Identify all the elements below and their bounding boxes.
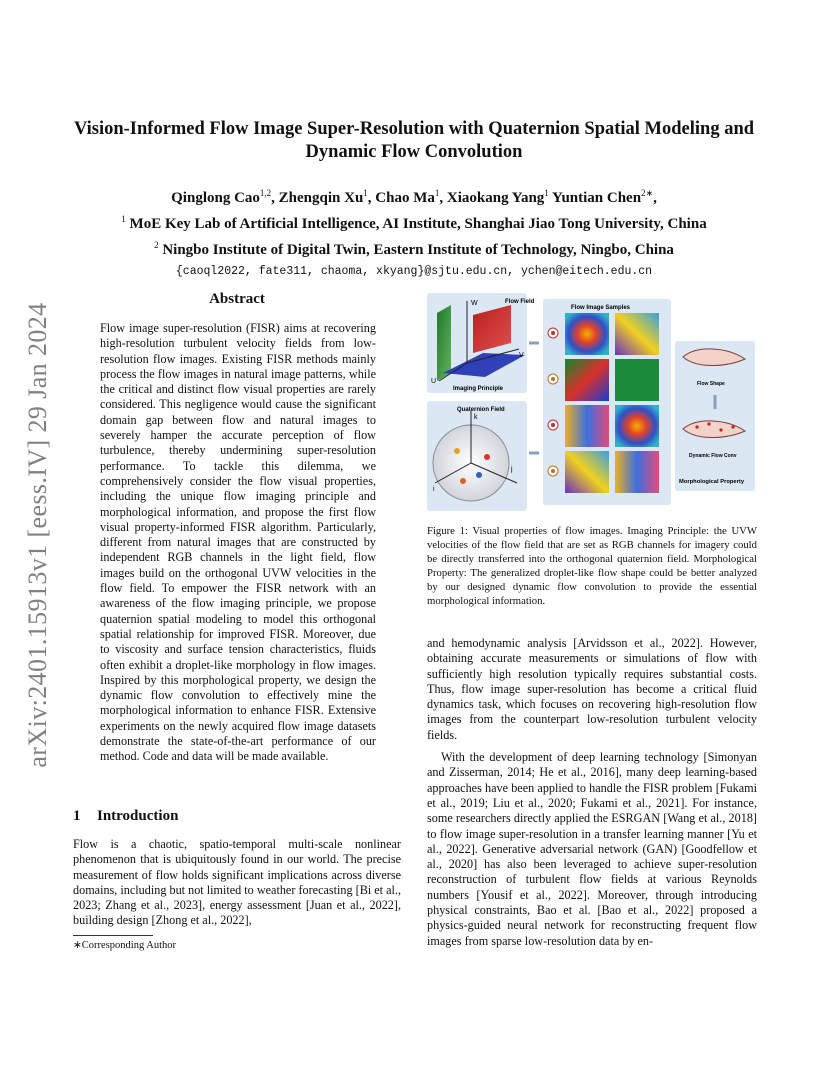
- arxiv-id: arXiv:2401.15913v1 [eess.IV] 29 Jan 2024: [23, 302, 52, 768]
- right-column-body: [427, 636, 757, 956]
- paragraph: and hemodynamic analysis [Arvidsson et al., 2022]. However, obtaining accurate measurements or simulations of flow with sufficiently high resolution typically requires substantial costs. Thus, flow image super-resolution has become a critical fluid dynamics task, which focuses on recovering high-resolution flow images from the counterpart low-resolution turbulent velocity fields.: [427, 636, 757, 742]
- author-name: Chao Ma: [375, 190, 435, 206]
- axis-u: U: [431, 378, 437, 385]
- figure-1-graphic: [427, 293, 757, 518]
- figure-caption: Figure 1: Visual properties of flow images. Imaging Principle: the UVW velocities of the flow field that are set as RGB channels for imagery could be directly transferred into the orthogonal quaternion field. Morphological Property: The generalized droplet-like flow shape could be better analyzed by our designed dynamic flow convolution to provide the essential morphological information.: [427, 525, 757, 607]
- author-sup: 1: [544, 188, 549, 198]
- figure-1: [427, 293, 757, 518]
- imaging-principle-label: Imaging Principle: [453, 386, 504, 392]
- affiliation-1: $^1$ MoE Key Lab of Artificial Intelligence, AI Institute, Shanghai Jiao Tong University, China: [121, 214, 707, 232]
- author-name: Qinglong Cao: [171, 190, 260, 206]
- axis-w: W: [471, 300, 478, 307]
- arxiv-sidebar: [18, 290, 58, 780]
- paper-title: Vision-Informed Flow Image Super-Resolution with Quaternion Spatial Modeling and Dynamic Flow Convolution: [73, 119, 755, 162]
- svg-text:j: j: [511, 466, 513, 473]
- author-sup: 1: [363, 188, 368, 198]
- morphological-label: Morphological Property: [679, 479, 745, 485]
- green-plane: [437, 305, 451, 381]
- axis-v: V: [519, 352, 524, 359]
- section-title: Introduction: [97, 808, 179, 824]
- affiliation-2: $^2$ Ningbo Institute of Digital Twin, Eastern Institute of Technology, Ningbo, China: [154, 240, 674, 258]
- footnote-rule: [73, 935, 153, 936]
- paragraph: With the development of deep learning technology [Simonyan and Zisserman, 2014; He et al., 2016], many deep learning-based approaches have been applied to handle the FISR problem [Fukami et al., 2019; Liu et al., 2020; Fukami et al., 2021]. For instance, some researchers directly applied the ESRGAN [Wang et al., 2018] to flow image super-resolution in a transfer learning manner [Yu et al., 2022]. Generative adversarial network (GAN) [Goodfellow et al., 2020] has also been leveraged to achieve super-resolution reconstruction of turbulent flow fields at various Reynolds numbers [Yousif et al., 2022]. Moreover, through introducing physical constraints, Bao et al. [Bao et al., 2022] proposed a physics-guided neural network for reconstructing frequent flow images from sparse low-resolution data by en-: [427, 750, 757, 948]
- author-name: Zhengqin Xu: [278, 190, 364, 206]
- author-sup: 1,2: [259, 188, 272, 198]
- author-sup: 1: [434, 188, 440, 198]
- abstract-text: Flow image super-resolution (FISR) aims at recovering high-resolution turbulent velocity fields from low-resolution flow images. Existing FISR methods mainly process the flow images in natural image patterns, while the critical and distinct flow visual properties are rarely considered. This negligence would cause the significant domain gap between flow and natural images to severely hamper the accurate perception of flow turbulence, thereby undermining super-resolution performance. To tackle this dilemma, we comprehensively consider the flow visual properties, including the unique flow imaging principle and morphological information, and propose the first flow visual property-informed FISR algorithm. Particularly, different from natural images that are constructed by independent RGB channels in the light field, flow images build on the orthogonal UVW velocities in the flow field. To empower the FISR network with an awareness of the flow imaging principle, we propose quaternion spatial modeling to model this orthogonal spatial relationship for improved FISR. Moreover, due to viscosity and surface tension characteristics, fluids often exhibit a droplet-like morphology in flow images. Inspired by this morphological property, we design the dynamic flow convolution to effectively mine the morphological information to enhance FISR. Extensive experiments on the newly acquired flow image datasets demonstrate the state-of-the-art performance of our method. Code and data will be made available.: [100, 321, 376, 764]
- footnote: ∗Corresponding Author: [73, 940, 177, 951]
- dynamic-flow-conv-label: Dynamic Flow Conv: [689, 453, 737, 459]
- email-list: {caoql2022, fate311, chaoma, xkyang}@sjtu.edu.cn, ychen@eitech.edu.cn: [175, 265, 653, 278]
- section-heading: [73, 808, 178, 825]
- svg-text:k: k: [474, 414, 478, 421]
- intro-text: Flow is a chaotic, spatio-temporal multi-scale nonlinear phenomenon that is ubiquitously found in our world. The precise measurement of flow holds significant implications across diverse domains, including but not limited to weather forecasting [Bi et al., 2023; Zhang et al., 2023], energy assessment [Juan et al., 2022], building design [Zhong et al., 2022],: [73, 837, 401, 928]
- flow-field-label: Flow Field: [505, 299, 535, 305]
- quaternion-label: Quaternion Field: [457, 407, 505, 413]
- author-sup: 2∗: [641, 188, 654, 198]
- section-number: 1: [73, 808, 81, 824]
- svg-text:i: i: [433, 486, 435, 493]
- author-block: [60, 183, 768, 282]
- abstract-heading: Abstract: [209, 291, 265, 307]
- author-list: Qinglong Cao$^{1,2}$, Zhengqin Xu$^1$, Chao Ma$^1$, Xiaokang Yang$^1$ Yuntian Chen$^{2∗}$,: [171, 188, 657, 206]
- flow-shape-label: Flow Shape: [697, 381, 725, 387]
- author-name: Xiaokang Yang: [446, 190, 545, 206]
- samples-label: Flow Image Samples: [571, 305, 631, 311]
- author-name: Yuntian Chen: [551, 190, 642, 206]
